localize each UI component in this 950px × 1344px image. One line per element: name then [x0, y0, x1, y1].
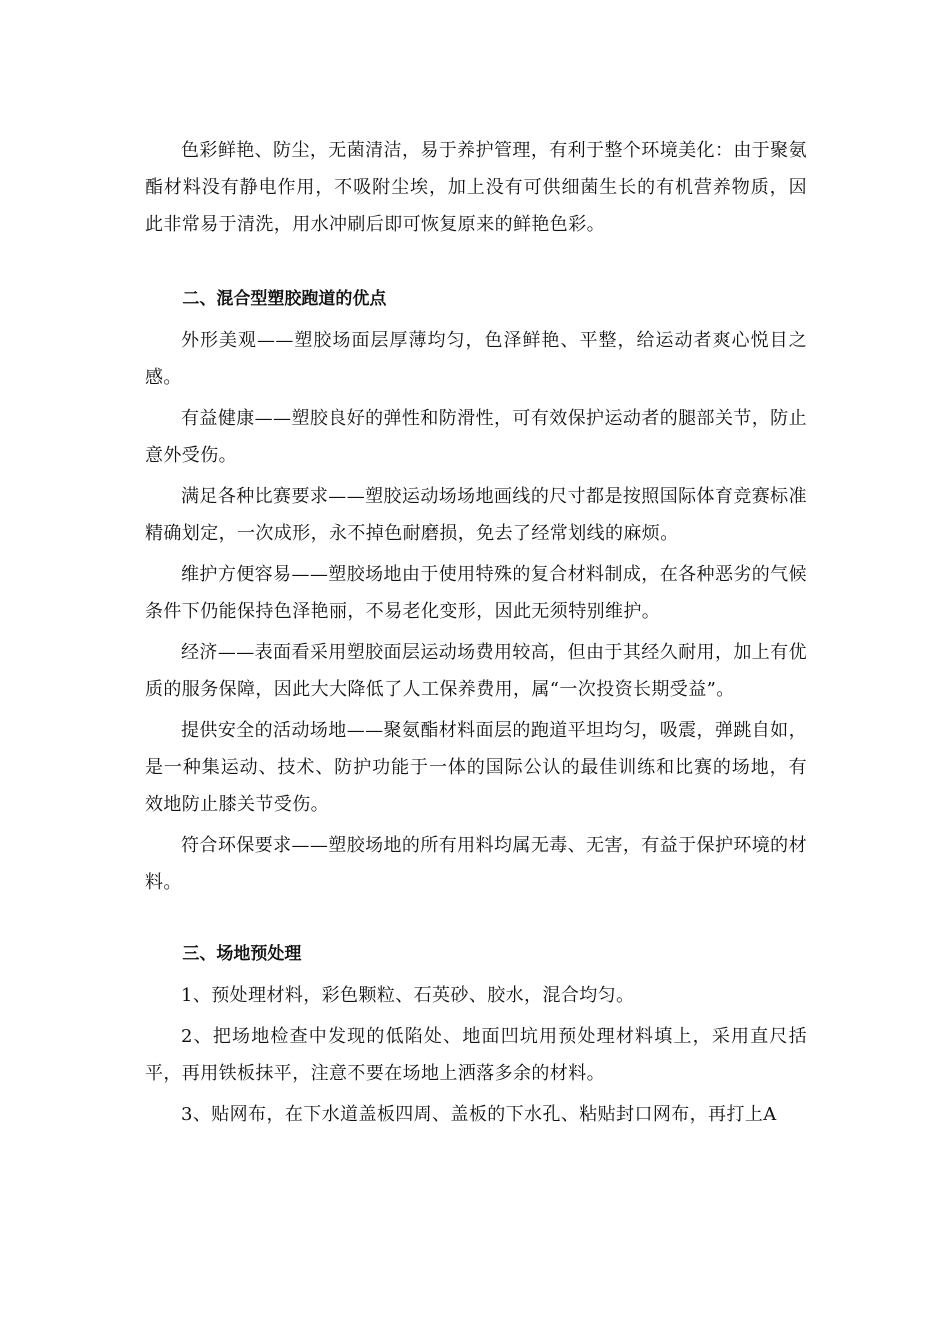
spacer — [145, 247, 807, 281]
intro-paragraph: 色彩鲜艳、防尘，无菌清洁，易于养护管理，有利于整个环境美化：由于聚氨酯材料没有静电作用，不吸附尘埃，加上没有可供细菌生长的有机营养物质，因此非常易于清洗，用水冲刷后即可恢复原来的鲜艳色彩。 — [145, 140, 807, 235]
document-page — [145, 132, 807, 1137]
section-2-paragraph: 维护方便容易——塑胶场地由于使用特殊的复合材料制成，在各种恶劣的气候条件下仍能保持色泽艳丽，不易老化变形，因此无须特别维护。 — [145, 564, 807, 622]
section-2-paragraph: 外形美观——塑胶场面层厚薄均匀，色泽鲜艳、平整，给运动者爽心悦目之感。 — [145, 330, 807, 388]
section-3-paragraph: 2、把场地检查中发现的低陷处、地面凹坑用预处理材料填上，采用直尺括平，再用铁板抹平，注意不要在场地上洒落多余的材料。 — [145, 1026, 807, 1084]
section-2-paragraph: 有益健康——塑胶良好的弹性和防滑性，可有效保护运动者的腿部关节，防止意外受伤。 — [145, 408, 807, 466]
section-2-heading: 二、混合型塑胶跑道的优点 — [182, 289, 387, 309]
section-2-paragraph: 满足各种比赛要求——塑胶运动场场地画线的尺寸都是按照国际体育竞赛标准精确划定，一次成形，永不掉色耐磨损，免去了经常划线的麻烦。 — [145, 486, 807, 544]
section-2-paragraph: 提供安全的活动场地——聚氨酯材料面层的跑道平坦均匀，吸震，弹跳自如，是一种集运动、技术、防护功能于一体的国际公认的最佳训练和比赛的场地，有效地防止膝关节受伤。 — [145, 720, 807, 815]
section-3-paragraph: 1、预处理材料，彩色颗粒、石英砂、胶水，混合均匀。 — [181, 985, 635, 1006]
section-2-paragraph: 符合环保要求——塑胶场地的所有用料均属无毒、无害，有益于保护环境的材料。 — [145, 835, 807, 893]
section-3-paragraph: 3、贴网布，在下水道盖板四周、盖板的下水孔、粘贴封口网布，再打上A — [181, 1104, 777, 1125]
spacer — [145, 905, 807, 936]
section-2-paragraph: 经济——表面看采用塑胶面层运动场费用较高，但由于其经久耐用，加上有优质的服务保障，因此大大降低了人工保养费用，属“一次投资长期受益”。 — [145, 642, 807, 700]
section-3-heading: 三、场地预处理 — [182, 944, 302, 964]
